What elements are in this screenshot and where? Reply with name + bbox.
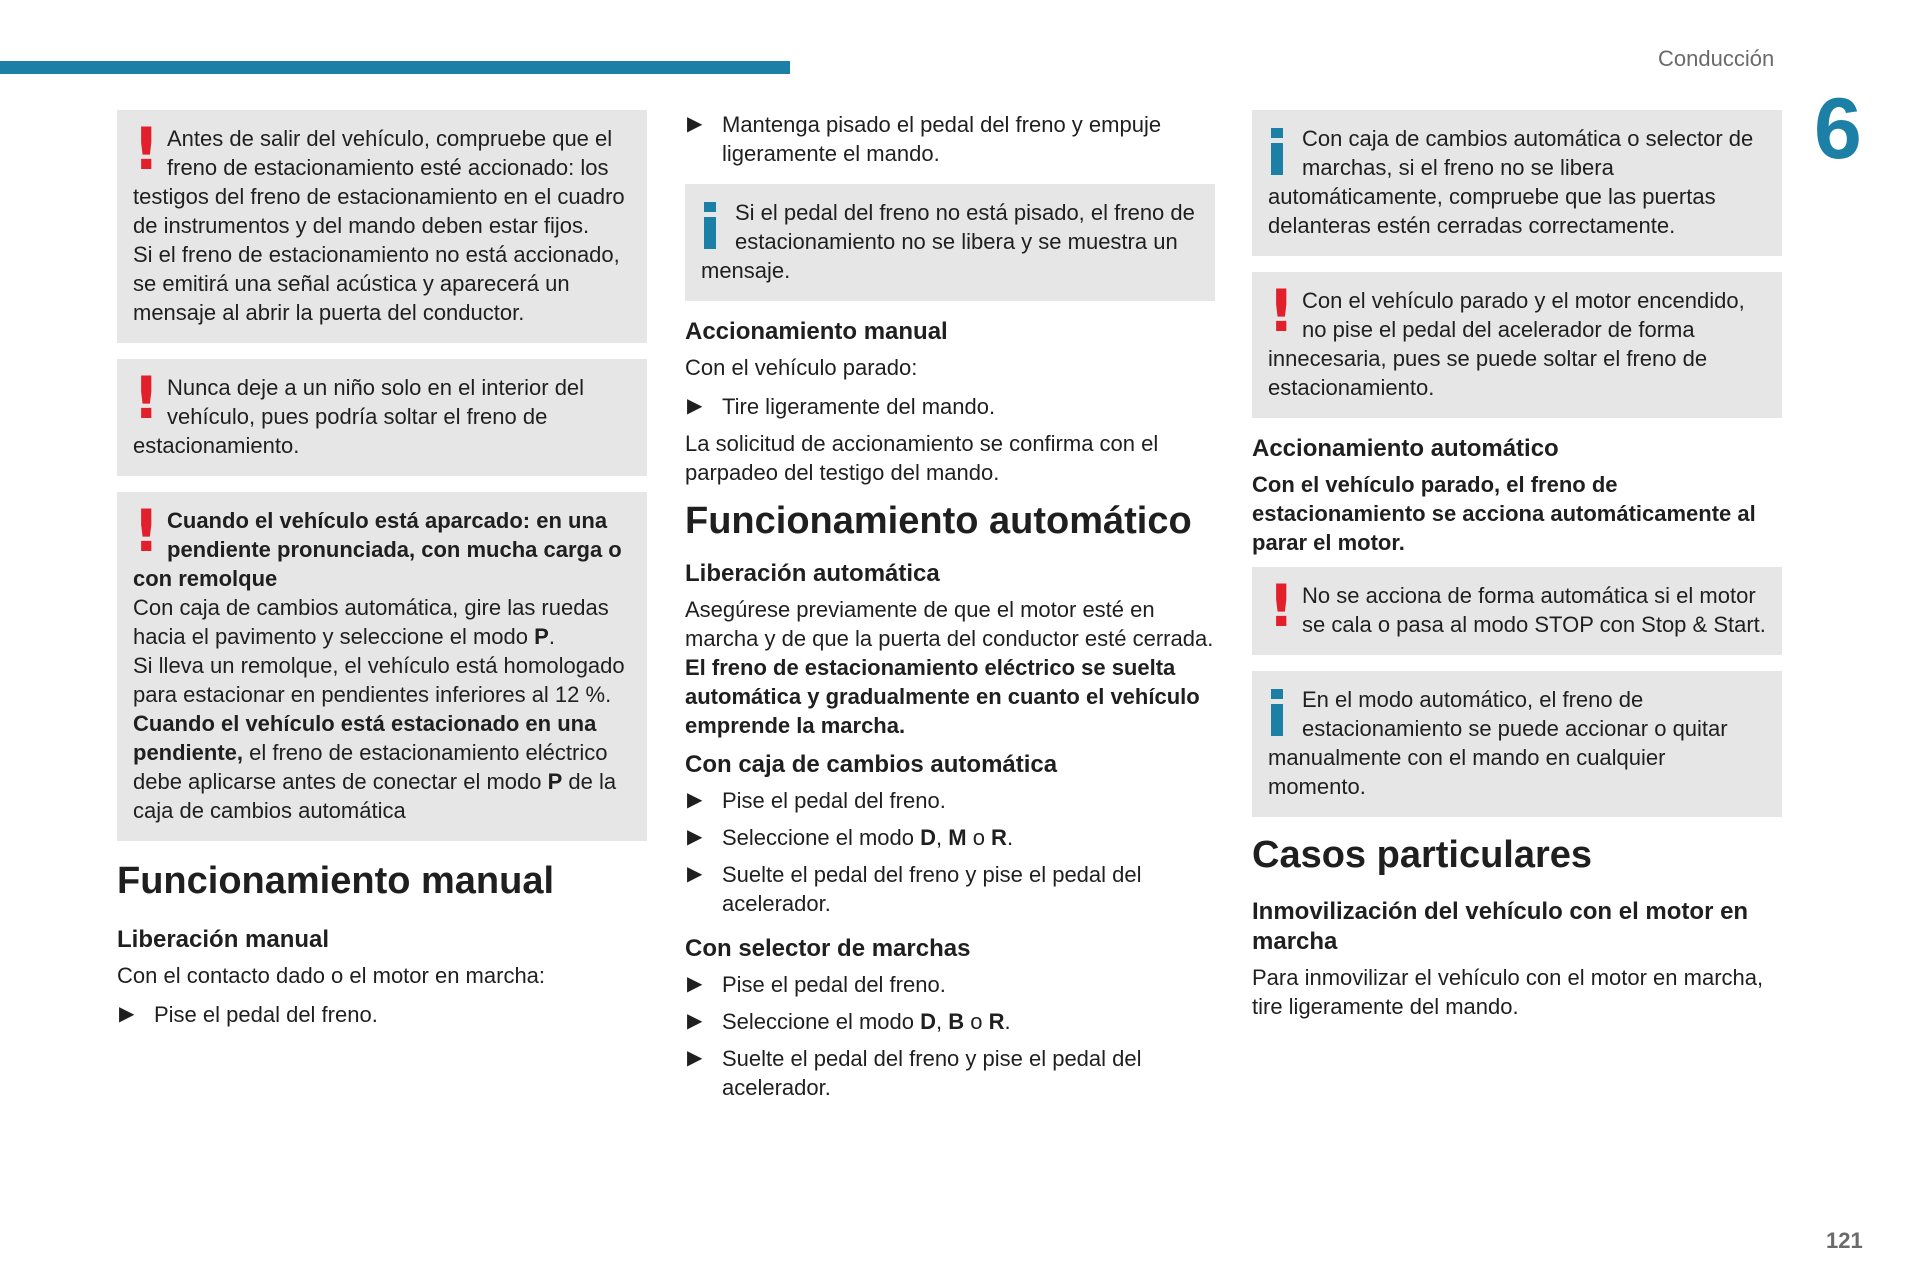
- bullet-text: Mantenga pisado el pedal del freno y empuje ligeramente el mando.: [722, 112, 1162, 166]
- paragraph: Con el contacto dado o el motor en marcha:: [117, 963, 546, 988]
- warning-text: Con caja de cambios automática, gire las ruedas hacia el pavimento y seleccione el modo: [133, 595, 609, 649]
- section-heading: Funcionamiento automático: [685, 500, 1192, 542]
- mode-label: P: [547, 769, 563, 794]
- bullet-arrow-icon: ▶: [687, 113, 703, 135]
- bullet-text: Suelte el pedal del freno y pise el pedal del acelerador.: [722, 1046, 1142, 1100]
- warning-icon: !: [1268, 572, 1295, 640]
- warning-box: [117, 492, 647, 841]
- column-1: [117, 110, 647, 1037]
- bullet-text: Tire ligeramente del mando.: [722, 394, 996, 419]
- info-box: [1252, 671, 1782, 817]
- bullet-text: Seleccione el modo: [722, 825, 921, 850]
- section-heading: Funcionamiento manual: [117, 860, 555, 902]
- bullet-arrow-icon: ▶: [687, 789, 703, 811]
- info-text: En el modo automático, el freno de estacionamiento se puede accionar o quitar manualmente con el mando en cualquier momento.: [1268, 687, 1728, 799]
- section-heading: Casos particulares: [1252, 834, 1593, 876]
- warning-text: de la caja de cambios automática: [133, 769, 617, 823]
- paragraph-bold: Con el vehículo parado, el freno de estacionamiento se acciona automáticamente al parar el motor.: [1252, 472, 1756, 555]
- paragraph: La solicitud de accionamiento se confirma con el parpadeo del testigo del mando.: [685, 431, 1159, 485]
- bullet-arrow-icon: ▶: [687, 1047, 703, 1069]
- warning-icon: !: [133, 364, 160, 432]
- column-3: [1252, 110, 1782, 1031]
- info-box: [1252, 110, 1782, 256]
- warning-box: [1252, 567, 1782, 655]
- chapter-number: 6: [1814, 81, 1862, 177]
- sub-heading: Con caja de cambios automática: [685, 751, 1058, 778]
- mode-label: B: [948, 1009, 965, 1034]
- bullet-text: Pise el pedal del freno.: [722, 972, 946, 997]
- warning-box: [117, 359, 647, 476]
- warning-icon: !: [1268, 277, 1295, 345]
- info-icon: [701, 198, 735, 248]
- bullet-item: [685, 786, 1215, 815]
- warning-icon: !: [133, 115, 160, 183]
- mode-label: R: [988, 1009, 1005, 1034]
- paragraph: Asegúrese previamente de que el motor esté en marcha y de que la puerta del conductor esté cerrada.: [685, 597, 1214, 651]
- bullet-arrow-icon: ▶: [687, 826, 703, 848]
- punctuation: .: [1006, 825, 1014, 850]
- sub-heading: Inmovilización del vehículo con el motor en marcha: [1252, 898, 1749, 955]
- sub-heading: Liberación manual: [117, 926, 330, 953]
- info-text: Con caja de cambios automática o selector de marchas, si el freno no se libera automáticamente, compruebe que las puertas delanteras estén cerradas correctamente.: [1268, 126, 1754, 238]
- warning-text: Si el freno de estacionamiento no está accionado, se emitirá una señal acústica y aparecerá un mensaje al abrir la puerta del conductor.: [133, 242, 620, 325]
- bullet-item: [685, 823, 1215, 852]
- bullet-item: [685, 970, 1215, 999]
- mode-label: D: [920, 825, 937, 850]
- bullet-item: [685, 1007, 1215, 1036]
- sub-heading: Liberación automática: [685, 560, 940, 587]
- warning-box: [117, 110, 647, 343]
- info-icon: [1268, 124, 1302, 174]
- bullet-arrow-icon: ▶: [119, 1003, 135, 1025]
- punctuation: .: [1004, 1009, 1011, 1034]
- mode-label: R: [991, 825, 1007, 850]
- warning-bold-text: Cuando el vehículo está estacionado en una pendiente,: [133, 711, 597, 765]
- punctuation: .: [548, 624, 555, 649]
- mode-label: M: [948, 825, 967, 850]
- warning-icon: !: [133, 497, 160, 565]
- bullet-item: [685, 392, 1215, 421]
- bullet-arrow-icon: ▶: [687, 863, 703, 885]
- bullet-arrow-icon: ▶: [687, 1010, 703, 1032]
- separator: o: [964, 1009, 989, 1034]
- bullet-text: Seleccione el modo: [722, 1009, 921, 1034]
- warning-text: el freno de estacionamiento eléctrico debe aplicarse antes de conectar el modo: [133, 740, 608, 794]
- sub-heading: Accionamiento manual: [685, 318, 948, 345]
- separator: ,: [936, 825, 949, 850]
- info-icon: [1268, 685, 1302, 735]
- page-number: 121: [1826, 1228, 1863, 1253]
- warning-title: Cuando el vehículo está aparcado: en una pendiente pronunciada, con mucha carga o con remolque: [133, 508, 622, 591]
- separator: ,: [936, 1009, 949, 1034]
- paragraph: Con el vehículo parado:: [685, 355, 918, 380]
- sub-heading: Accionamiento automático: [1252, 435, 1559, 462]
- info-box: [685, 184, 1215, 301]
- warning-text: Nunca deje a un niño solo en el interior del vehículo, pues podría soltar el freno de estacionamiento.: [133, 375, 585, 458]
- bullet-text: Pise el pedal del freno.: [154, 1002, 378, 1027]
- warning-text: Con el vehículo parado y el motor encendido, no pise el pedal del acelerador de forma innecesaria, pues se puede soltar el freno de estacionamiento.: [1268, 288, 1745, 400]
- warning-text: Antes de salir del vehículo, compruebe que el freno de estacionamiento esté accionado: los testigos del freno de estacionamiento en el cuadro de instrumentos y del mando deben estar fijos.: [133, 126, 625, 238]
- header-accent-bar: [0, 61, 790, 74]
- bullet-item: [117, 1000, 647, 1029]
- mode-label: D: [920, 1009, 937, 1034]
- paragraph: Para inmovilizar el vehículo con el motor en marcha, tire ligeramente del mando.: [1252, 965, 1764, 1019]
- mode-label: P: [534, 624, 549, 649]
- bullet-item: [685, 110, 1215, 168]
- bullet-item: [685, 860, 1215, 918]
- sub-heading: Con selector de marchas: [685, 935, 971, 962]
- bullet-text: Suelte el pedal del freno y pise el pedal del acelerador.: [722, 862, 1142, 916]
- warning-box: [1252, 272, 1782, 418]
- section-name: Conducción: [1658, 46, 1775, 71]
- bullet-arrow-icon: ▶: [687, 973, 703, 995]
- info-text: Si el pedal del freno no está pisado, el freno de estacionamiento no se libera y se muestra un mensaje.: [701, 200, 1195, 283]
- separator: o: [966, 825, 992, 850]
- bullet-item: [685, 1044, 1215, 1102]
- bullet-text: Pise el pedal del freno.: [722, 788, 946, 813]
- warning-text: No se acciona de forma automática si el motor se cala o pasa al modo STOP con Stop & Start.: [1302, 583, 1766, 637]
- paragraph-bold: El freno de estacionamiento eléctrico se suelta automática y gradualmente en cuanto el vehículo emprende la marcha.: [685, 655, 1200, 738]
- warning-text: Si lleva un remolque, el vehículo está homologado para estacionar en pendientes inferiores al 12 %.: [133, 653, 625, 707]
- column-2: [685, 110, 1215, 1110]
- bullet-arrow-icon: ▶: [687, 395, 703, 417]
